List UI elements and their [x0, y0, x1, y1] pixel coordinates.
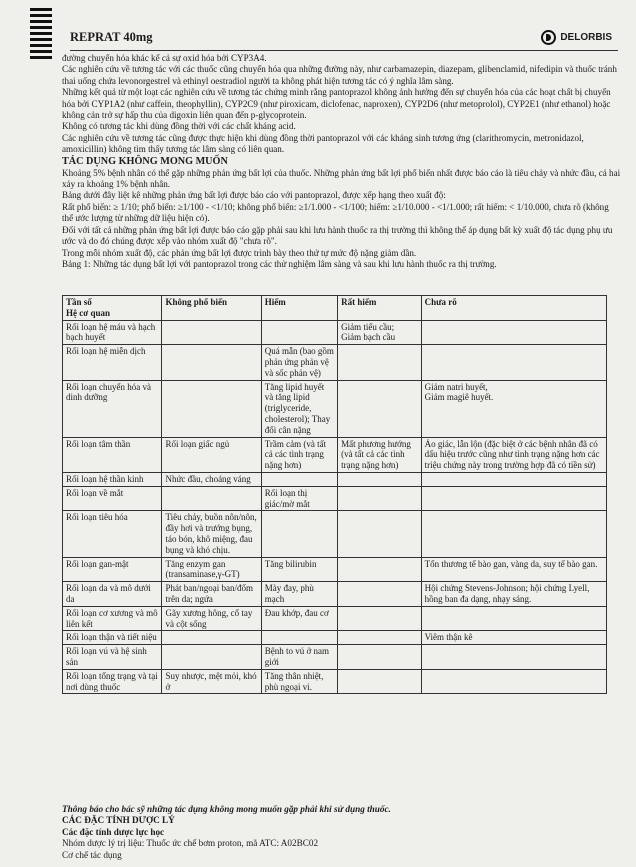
brand-name: DELORBIS — [560, 32, 612, 43]
frequency-cell: Quá mẫn (bao gồm phản ứng phản vệ và sốc phản vệ) — [261, 345, 337, 380]
frequency-cell: Gãy xương hông, cổ tay và cột sống — [162, 606, 261, 631]
column-header: Rất hiếm — [338, 296, 421, 321]
frequency-cell: Tăng enzym gan (transaminase,γ-GT) — [162, 557, 261, 582]
table-header-row — [63, 296, 607, 321]
doc-title: REPRAT 40mg — [70, 30, 153, 44]
frequency-cell — [338, 582, 421, 607]
frequency-cell — [261, 631, 337, 645]
frequency-cell — [338, 472, 421, 486]
table-row — [63, 582, 607, 607]
frequency-cell: Mày đay, phù mạch — [261, 582, 337, 607]
frequency-cell — [162, 320, 261, 345]
column-header: Hiếm — [261, 296, 337, 321]
frequency-cell — [338, 345, 421, 380]
frequency-cell — [338, 631, 421, 645]
frequency-cell — [338, 486, 421, 511]
paragraph: Bảng dưới đây liệt kê những phản ứng bất lợi được báo cáo với pantoprazol, được xếp hạng theo xuất độ: — [62, 190, 446, 201]
paragraph: Các nghiên cứu về tương tác với các thuốc cũng chuyển hóa qua những đường này, như carbamazepin, diazepam, glibenclamid, nifedipin và thuốc tránh thai uống chứa levonorgestrel và ethinyl oestradiol người ta không phát hiện tương tác có ý nghĩa lâm sàng. — [62, 64, 617, 86]
frequency-cell — [421, 669, 606, 694]
brand-logo-icon — [541, 30, 556, 45]
organ-system-cell: Rối loạn về mắt — [63, 486, 162, 511]
frequency-cell: Đau khớp, đau cơ — [261, 606, 337, 631]
frequency-cell: Tổn thương tế bào gan, vàng da, suy tế bào gan. — [421, 557, 606, 582]
frequency-cell: Viêm thận kẽ — [421, 631, 606, 645]
paragraph: Các nghiên cứu về tương tác cũng được thực hiện khi dùng đồng thời pantoprazol với các kháng sinh tương ứng (clarithromycin, metronidazol, amoxicillin) không tìm thấy tương tác lâm sàng có liên quan. — [62, 132, 584, 155]
table-row — [63, 472, 607, 486]
section-heading: TÁC DỤNG KHÔNG MONG MUỐN — [62, 155, 228, 167]
pharmacotherapeutic-group: Nhóm dược lý trị liệu: Thuốc ức chế bơm proton, mã ATC: A02BC02 — [62, 838, 319, 849]
frequency-cell — [261, 472, 337, 486]
table-row — [63, 486, 607, 511]
frequency-cell — [338, 645, 421, 670]
frequency-cell: Giảm natri huyết, Giảm magiê huyết. — [421, 380, 606, 437]
frequency-cell — [162, 380, 261, 437]
table-row — [63, 645, 607, 670]
frequency-cell: Phát ban/ngoại ban/đốm trên da; ngứa — [162, 582, 261, 607]
frequency-cell: Hội chứng Stevens-Johnson; hội chứng Lyell, hồng ban đa dạng, nhạy sáng. — [421, 582, 606, 607]
frequency-cell — [421, 472, 606, 486]
organ-system-cell: Rối loạn vú và hệ sinh sản — [63, 645, 162, 670]
frequency-cell — [162, 645, 261, 670]
page-header — [70, 28, 618, 51]
frequency-cell — [162, 345, 261, 380]
frequency-cell — [338, 669, 421, 694]
organ-system-cell: Rối loạn tổng trạng và tại nơi dùng thuốc — [63, 669, 162, 694]
column-header: Tần số Hệ cơ quan — [63, 296, 162, 321]
frequency-cell: Tăng lipid huyết và tăng lipid (triglyceride, cholesterol); Thay đổi cân nặng — [261, 380, 337, 437]
frequency-cell — [338, 380, 421, 437]
frequency-cell: Nhức đầu, choáng váng — [162, 472, 261, 486]
paragraph: Bảng 1: Những tác dụng bất lợi với pantoprazol trong các thử nghiệm lâm sàng và sau khi lưu hành thuốc ra thị trường. — [62, 258, 497, 269]
frequency-cell: Giảm tiểu cầu; Giảm bạch cầu — [338, 320, 421, 345]
adverse-effects-table — [62, 295, 607, 694]
frequency-cell — [162, 486, 261, 511]
organ-system-cell: Rối loạn hệ miễn dịch — [63, 345, 162, 380]
frequency-cell: Ảo giác, lẫn lộn (đặc biệt ở các bệnh nhân đã có dấu hiệu trước cũng như tình trạng nặng hơn các triệu chứng này trong trường hợp đã có tiền sử) — [421, 437, 606, 472]
table-row — [63, 380, 607, 437]
paragraph: Đối với tất cả những phản ứng bất lợi được báo cáo gặp phải sau khi lưu hành thuốc ra thị trường thì không thể áp dụng bất kỳ xuất độ tác dụng phụ ưu ước và do đó chúng được xếp vào nhóm xuất độ "chưa rõ". — [62, 224, 613, 247]
table-row — [63, 320, 607, 345]
organ-system-cell: Rối loạn hệ thần kinh — [63, 472, 162, 486]
paragraph: Không có tương tác khi dùng đồng thời với các chất kháng acid. — [62, 121, 296, 132]
organ-system-cell: Rối loạn tiêu hóa — [63, 511, 162, 557]
frequency-cell — [162, 631, 261, 645]
subsection-heading: Các đặc tính dược lực học — [62, 826, 165, 837]
frequency-cell: Rối loạn giấc ngủ — [162, 437, 261, 472]
organ-system-cell: Rối loạn tâm thần — [63, 437, 162, 472]
table-row — [63, 511, 607, 557]
footer-section — [62, 804, 622, 861]
frequency-cell: Suy nhược, mệt mỏi, khó ở — [162, 669, 261, 694]
frequency-cell — [421, 486, 606, 511]
paragraph: Khoảng 5% bệnh nhân có thể gặp những phản ứng bất lợi của thuốc. Những phản ứng bất lợi phổ biến nhất được báo cáo là tiêu chảy và nhức đầu, cả hai xảy ra khoảng 1% bệnh nhân. — [62, 167, 621, 190]
organ-system-cell: Rối loạn da và mô dưới da — [63, 582, 162, 607]
paragraph: Trong mỗi nhóm xuất độ, các phản ứng bất lợi được trình bày theo thứ tự mức độ nặng giảm dần. — [62, 247, 417, 258]
organ-system-cell: Rối loạn chuyển hóa và dinh dưỡng — [63, 380, 162, 437]
column-header: Không phổ biến — [162, 296, 261, 321]
report-note: Thông báo cho bác sỹ những tác dụng không mong muốn gặp phải khi sử dụng thuốc. — [62, 804, 391, 814]
brand — [541, 30, 612, 45]
table-row — [63, 557, 607, 582]
frequency-cell — [261, 511, 337, 557]
frequency-cell: Trầm cảm (và tất cả các tình trạng nặng hơn) — [261, 437, 337, 472]
paragraph: Rất phổ biến: ≥ 1/10; phổ biến: ≥1/100 - <1/10; không phổ biến: ≥1/1.000 - <1/100; hiếm: ≥1/10.000 - <1/1.000; rất hiếm: < 1/10.000, chưa rõ (không thể ước lượng từ những dữ liệu hiện có). — [62, 201, 609, 224]
frequency-cell: Tăng bilirubin — [261, 557, 337, 582]
frequency-cell: Tăng thân nhiệt, phù ngoại vi. — [261, 669, 337, 694]
table-row — [63, 437, 607, 472]
table-row — [63, 606, 607, 631]
organ-system-cell: Rối loạn thận và tiết niệu — [63, 631, 162, 645]
frequency-cell: Tiêu chảy, buồn nôn/nôn, đầy hơi và trướng bụng, táo bón, khô miệng, đau bụng và khó chịu. — [162, 511, 261, 557]
mechanism-heading: Cơ chế tác dụng — [62, 849, 122, 860]
frequency-cell: Mất phương hướng (và tất cả các tình trạng nặng hơn) — [338, 437, 421, 472]
frequency-cell — [338, 557, 421, 582]
table-row — [63, 669, 607, 694]
frequency-cell — [421, 606, 606, 631]
frequency-cell — [421, 320, 606, 345]
frequency-cell — [338, 606, 421, 631]
frequency-cell — [421, 345, 606, 380]
frequency-cell — [338, 511, 421, 557]
column-header: Chưa rõ — [421, 296, 606, 321]
organ-system-cell: Rối loạn gan-mật — [63, 557, 162, 582]
frequency-cell — [261, 320, 337, 345]
organ-system-cell: Rối loạn hệ máu và hạch bạch huyết — [63, 320, 162, 345]
organ-system-cell: Rối loạn cơ xương và mô liên kết — [63, 606, 162, 631]
frequency-cell — [421, 645, 606, 670]
frequency-cell: Bệnh to vú ở nam giới — [261, 645, 337, 670]
table-row — [63, 345, 607, 380]
frequency-cell — [421, 511, 606, 557]
body-text — [62, 53, 622, 270]
paragraph: Những kết quả từ một loạt các nghiên cứu về tương tác chứng minh rằng pantoprazol không ảnh hưởng đến sự chuyển hóa của các hoạt chất bị chuyển hóa bởi CYP1A2 (như caffein, theophyllin), CYP2C9 (như piroxicam, diclofenac, naproxen), CYP2D6 (như metoprolol), CYP2E1 (như ethanol) hoặc không cản trở sự hấp thu của digoxin liên quan đến p-glycoprotein. — [62, 87, 611, 121]
table-row — [63, 631, 607, 645]
section-heading: CÁC ĐẶC TÍNH DƯỢC LÝ — [62, 815, 175, 826]
frequency-cell: Rối loạn thị giác/mờ mắt — [261, 486, 337, 511]
paragraph: đường chuyển hóa khác kể cả sự oxid hóa bởi CYP3A4. — [62, 53, 267, 63]
barcode — [30, 8, 52, 62]
